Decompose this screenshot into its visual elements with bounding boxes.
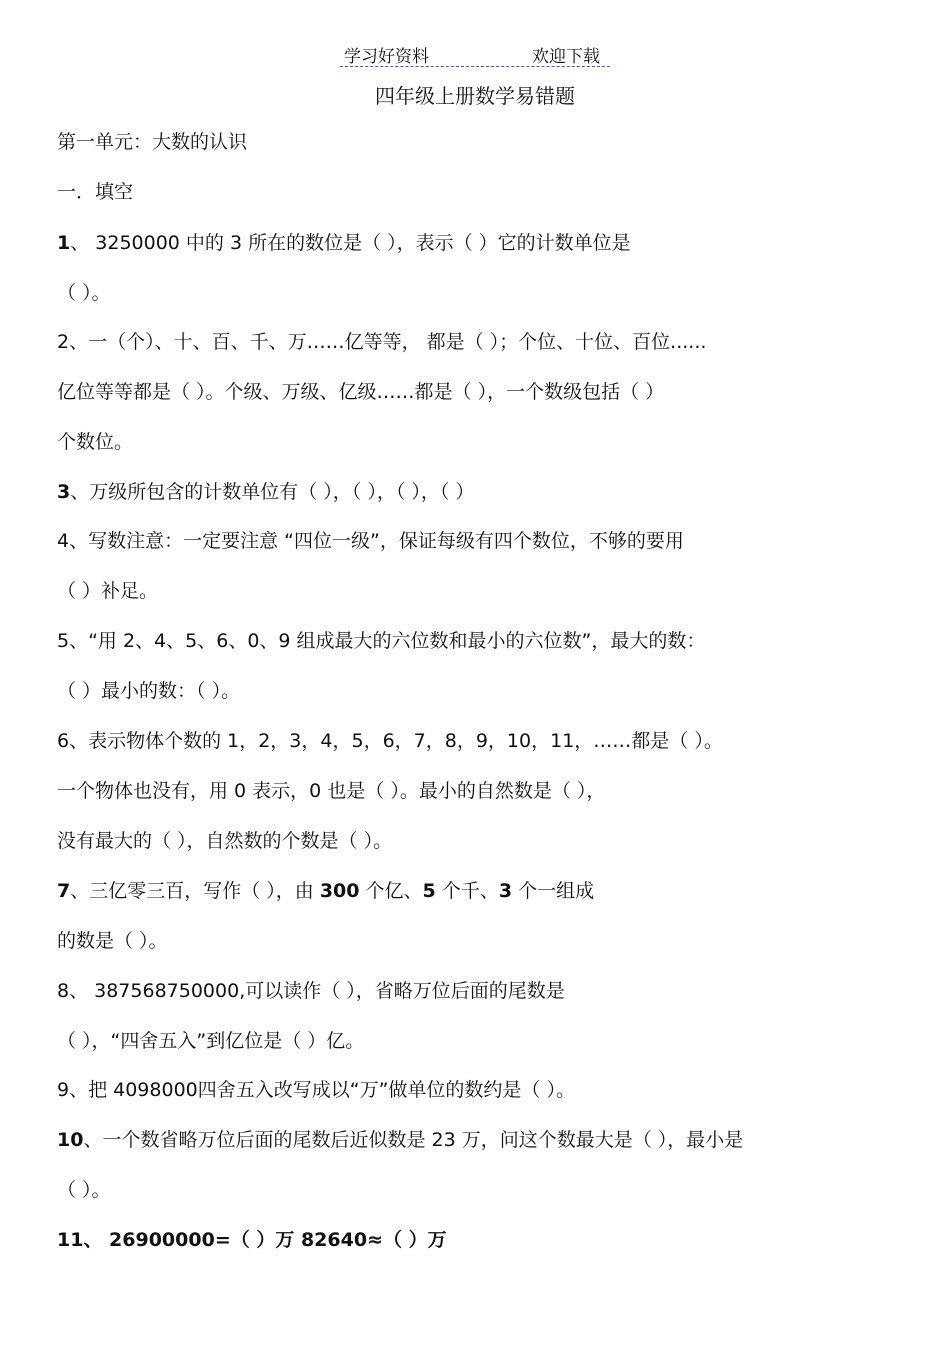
question-7-line-1	[57, 879, 594, 903]
question-5-line-2: （ ）最小的数：（ ）。	[57, 680, 241, 702]
question-2-line-3: 个数位。	[57, 431, 134, 453]
question-4-line-1: 4、写数注意：一定要注意 “四位一级”，保证每级有四个数位，不够的要用	[57, 530, 684, 552]
question-6-line-3: 没有最大的（ ），自然数的个数是（ ）。	[57, 830, 393, 852]
header-left-text: 学习好资料	[344, 47, 429, 67]
question-10-number: 10	[57, 1129, 84, 1151]
question-6-line-1: 6、表示物体个数的 1，2，3，4，5，6，7，8，9，10，11，……都是（ ）。	[57, 730, 723, 752]
question-7-text-3: 个千、	[435, 880, 499, 902]
question-7-3: 3	[498, 880, 513, 902]
question-7-5: 5	[422, 880, 436, 902]
question-2-line-2: 亿位等等都是（ ）。个级、万级、亿级……都是（ ），一个数级包括（ ）	[57, 381, 665, 403]
question-1-line-2: （ ）。	[57, 282, 111, 304]
question-1-number: 1	[57, 232, 71, 254]
question-7-text-4: 个一组成	[512, 880, 595, 902]
question-1-text-1: 、 3250000 中的 3 所在的数位是（ ），表示（ ）它的计数单位是	[70, 232, 631, 254]
question-7-text-1: 、三亿零三百，写作（ ），由	[70, 880, 320, 902]
question-2-line-1: 2、一（个）、十、百、千、万……亿等等， 都是（ ）；个位、十位、百位......	[57, 331, 707, 353]
question-6-line-2: 一个物体也没有，用 0 表示，0 也是（ ）。最小的自然数是（ ），	[57, 780, 606, 802]
question-3-text: 、万级所包含的计数单位有（ ），（ ），（ ），（ ）	[70, 481, 475, 503]
question-8-line-2: （ ），“四舍五入”到亿位是（ ）亿。	[57, 1030, 365, 1052]
question-10-line-2: （ ）。	[57, 1179, 111, 1201]
question-7-number: 7	[57, 880, 71, 902]
section-heading: 一．填空	[57, 181, 134, 203]
question-7-300: 300	[319, 880, 360, 902]
document-title: 四年级上册数学易错题	[375, 84, 575, 108]
question-10-text: 、一个数省略万位后面的尾数后近似数是 23 万，问这个数最大是（ ），最小是	[83, 1129, 744, 1151]
question-8-line-1: 8、 387568750000,可以读作（ ），省略万位后面的尾数是	[57, 980, 565, 1002]
question-10-line-1	[57, 1128, 743, 1152]
question-5-line-1: 5、“用 2、4、5、6、0、9 组成最大的六位数和最小的六位数”，最大的数：	[57, 630, 706, 652]
question-7-line-2: 的数是（ ）。	[57, 930, 168, 952]
question-7-text-2: 个亿、	[359, 880, 423, 902]
page-header	[340, 40, 610, 67]
header-right-text: 欢迎下载	[532, 47, 600, 67]
unit-heading: 第一单元：大数的认识	[57, 131, 248, 153]
question-1-line-1	[57, 231, 631, 255]
question-9-line-1: 9、把 4098000四舍五入改写成以“万”做单位的数约是（ ）。	[57, 1079, 575, 1101]
question-11-line-1: 11、 26900000=（ ）万 82640≈（ ）万	[57, 1229, 447, 1251]
question-3-line-1	[57, 480, 474, 504]
question-4-line-2: （ ）补足。	[57, 580, 159, 602]
question-3-number: 3	[57, 481, 71, 503]
